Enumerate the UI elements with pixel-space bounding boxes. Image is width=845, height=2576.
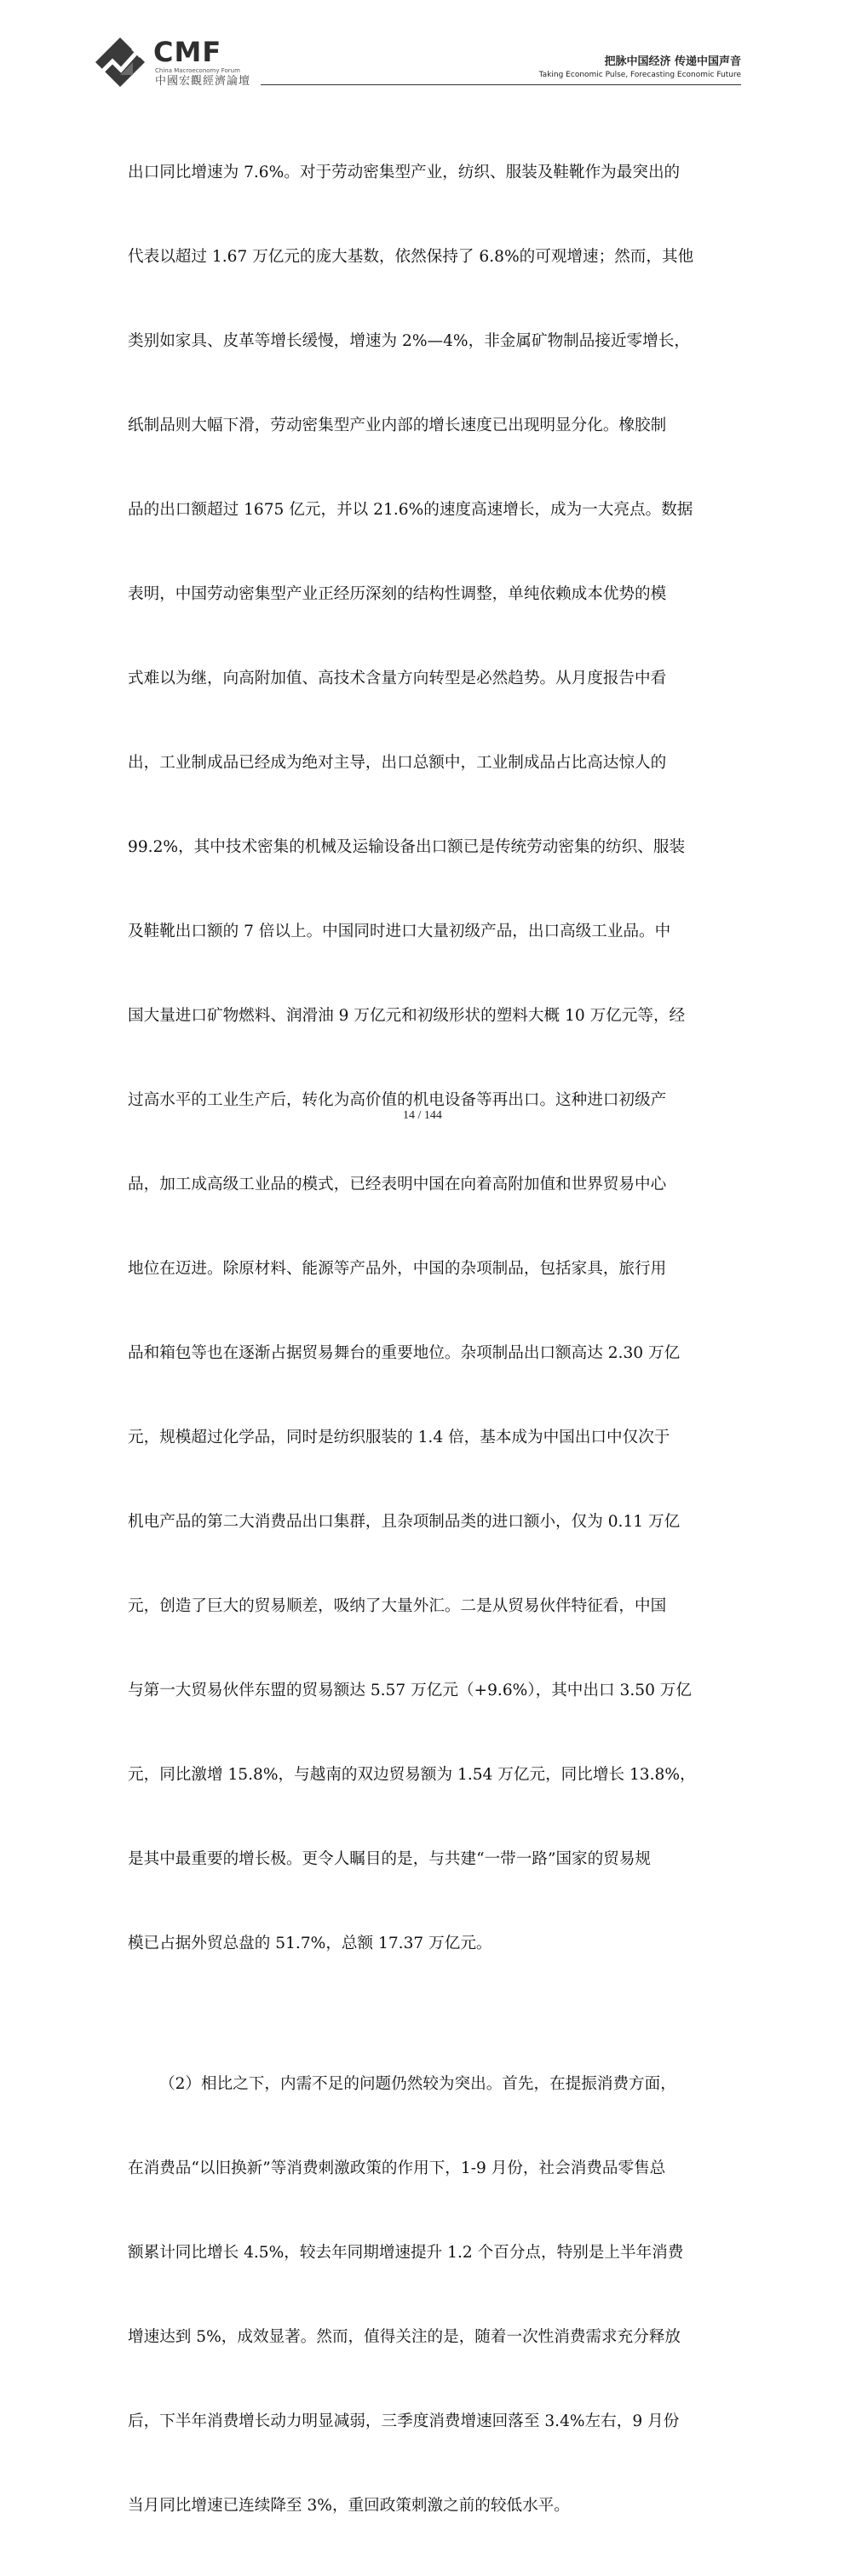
text-line: 额累计同比增长 4.5%，较去年同期增速提升 1.2 个百分点，特别是上半年消费 [128, 2244, 684, 2262]
text-line: 当月同比增速已连续降至 3%，重回政策刺激之前的较低水平。 [128, 2497, 570, 2515]
text-line: 增速达到 5%，成效显著。然而，值得关注的是，随着一次性消费需求充分释放 [128, 2328, 681, 2346]
text-line: 式难以为继，向高附加值、高技术含量方向转型是必然趋势。从月度报告中看 [128, 670, 667, 687]
header-divider [261, 84, 741, 85]
logo-subtitle-en: China Macroeconomy Forum [155, 67, 240, 74]
text-line: 元，创造了巨大的贸易顺差，吸纳了大量外汇。二是从贸易伙伴特征看，中国 [128, 1597, 667, 1615]
header-slogan-en: Taking Economic Pulse, Forecasting Economic Future [538, 71, 741, 79]
text-line: 机电产品的第二大消费品出口集群，且杂项制品类的进口额小，仅为 0.11 万亿 [128, 1513, 681, 1531]
text-line: 是其中最重要的增长极。更令人瞩目的是，与共建“一带一路”国家的贸易规 [128, 1850, 652, 1868]
page-header [94, 36, 741, 90]
text-line: 纸制品则大幅下滑，劳动密集型产业内部的增长速度已出现明显分化。橡胶制 [128, 417, 667, 434]
text-line: 后，下半年消费增长动力明显减弱，三季度消费增速回落至 3.4%左右，9 月份 [128, 2412, 680, 2430]
paragraph-1 [128, 102, 719, 2014]
text-line: 在消费品“以旧换新”等消费刺激政策的作用下，1-9 月份，社会消费品零售总 [128, 2159, 666, 2177]
text-line: 表明，中国劳动密集型产业正经历深刻的结构性调整，单纯依赖成本优势的模 [128, 585, 667, 603]
header-slogan-cn: 把脉中国经济 传递中国声音 [604, 55, 741, 68]
text-line: 代表以超过 1.67 万亿元的庞大基数，依然保持了 6.8%的可观增速；然而，其他 [128, 248, 694, 266]
text-line: 模已占据外贸总盘的 51.7%，总额 17.37 万亿元。 [128, 1935, 492, 1952]
text-line: 品和箱包等也在逐渐占据贸易舞台的重要地位。杂项制品出口额高达 2.30 万亿 [128, 1344, 681, 1362]
text-line: 类别如家具、皮革等增长缓慢，增速为 2%—4%，非金属矿物制品接近零增长， [128, 332, 690, 350]
logo-text: CMF [153, 36, 222, 68]
page-number: 14 / 144 [403, 1109, 442, 1122]
text-line: 元，同比激增 15.8%，与越南的双边贸易额为 1.54 万亿元，同比增长 13.8%， [128, 1766, 696, 1784]
body-text [128, 102, 719, 2576]
text-line: 及鞋靴出口额的 7 倍以上。中国同时进口大量初级产品，出口高级工业品。中 [128, 923, 671, 940]
text-line: 出，工业制成品已经成为绝对主导，出口总额中，工业制成品占比高达惊人的 [128, 754, 667, 772]
text-line: 品的出口额超过 1675 亿元，并以 21.6%的速度高速增长，成为一大亮点。数据 [128, 501, 693, 519]
text-line: 与第一大贸易伙伴东盟的贸易额达 5.57 万亿元（+9.6%），其中出口 3.50 万亿 [128, 1682, 692, 1699]
text-line: 99.2%，其中技术密集的机械及运输设备出口额已是传统劳动密集的纺织、服装 [128, 838, 686, 856]
text-line: 国大量进口矿物燃料、润滑油 9 万亿元和初级形状的塑料大概 10 万亿元等，经 [128, 1007, 686, 1025]
text-line: 元，规模超过化学品，同时是纺织服装的 1.4 倍，基本成为中国出口中仅次于 [128, 1429, 670, 1446]
text-line: 出口同比增速为 7.6%。对于劳动密集型产业，纺织、服装及鞋靴作为最突出的 [128, 164, 681, 181]
paragraph-2 [128, 2014, 719, 2576]
text-line: （2）相比之下，内需不足的问题仍然较为突出。首先，在提振消费方面， [159, 2075, 676, 2093]
cmf-logo-icon [94, 36, 147, 89]
text-line: 过高水平的工业生产后，转化为高价值的机电设备等再出口。这种进口初级产 [128, 1091, 667, 1109]
logo-subtitle-cn: 中國宏觀經濟論壇 [155, 75, 251, 88]
text-line: 品，加工成高级工业品的模式，已经表明中国在向着高附加值和世界贸易中心 [128, 1176, 667, 1193]
text-line: 地位在迈进。除原材料、能源等产品外，中国的杂项制品，包括家具，旅行用 [128, 1260, 667, 1278]
